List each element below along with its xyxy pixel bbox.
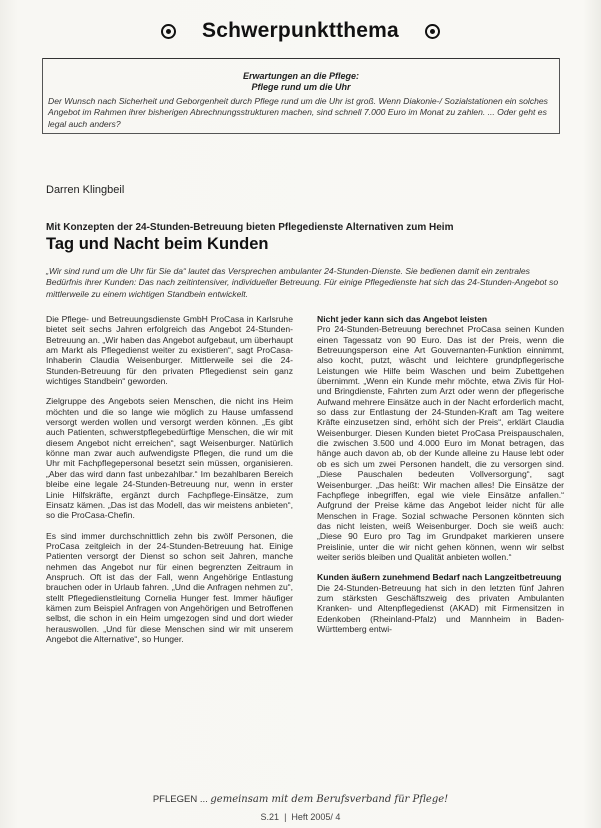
page-reference: S.21 | Heft 2005/ 4 xyxy=(260,812,341,822)
section-header xyxy=(0,14,601,48)
paragraph: Zielgruppe des Angebots seien Menschen, die nicht ins Heim möchten und die so lange wie möglich zu Hause umfassend versorgt werden wollen und versorgt werden können. „Es gibt auch Patienten, schwerstpflegebedürftige Menschen, die wir mit diesem Angebot nicht erreichen“, sagt Weisenburger. Natürlich könne man zwar auch aufwendigste Pflegen, die rund um die Uhr mit Fachpflegepersonal besetzt sein müssen, organisieren. „Aber das wird dann fast unbezahlbar.“ Im bezahlbaren Bereich bleibe eine legale 24-Stunden-Betreuung nur, wenn in erster Linie Hilfskräfte, ergänzt durch Fachpflege-Einsätze, zum Einsatz kämen. „Das ist das Modell, das wir meistens anbieten“, so die ProCasa-Chefin. xyxy=(46,396,293,521)
article-headline: Tag und Nacht beim Kunden xyxy=(46,235,269,253)
section-title: Schwerpunktthema xyxy=(202,19,399,42)
footer-separator: ... xyxy=(199,794,208,805)
article-kicker: Mit Konzepten der 24-Stunden-Betreuung bieten Pflegedienste Alternativen zum Heim xyxy=(46,222,454,233)
issue-label: Heft 2005/ 4 xyxy=(291,812,341,822)
page-footer xyxy=(0,794,601,805)
paragraph: Pro 24-Stunden-Betreuung berechnet ProCasa seinen Kunden einen Tagessatz von 90 Euro. Das ist der Preis, wenn die Betreuungsperson eine Art Gouvernanten-Funktion einnimmt, also kocht, putzt, wäscht und leichtere grundpflegerische Leistungen wie Hilfe beim Waschen und beim Zubettgehen übernimmt. „Wenn ein Kunde mehr möchte, etwa Zivis für Hol- und Bringdienste, Fahrten zum Arzt oder wenn der pflegerische Aufwand mehrere Einsätze auch in der Nacht erforderlich macht, so dass zur Entlastung der 24-Stunden-Kraft am Tag weitere Kräfte einzusetzen sind, erhöht sich der Preis“, erklärt Claudia Weisenburger. Diesen Kunden bietet ProCasa Preispauschalen, die zwischen 3.500 und 4.000 Euro im Monat betragen, das hänge auch davon ab, ob der Kunde alleine zu Hause lebt oder ob es sich um zwei Personen handelt, die zu versorgen sind. „Diese Pauschalen bedeuten Vollversorgung“, sagt Weisenburger. „Das heißt: Wir machen alles! Die Einsätze der Fachpflege inbegriffen, egal wie viele Einsätze anfallen.“ Aufgrund der Preise käme das Angebot leider nicht für alle Menschen in Frage. Sozial schwache Personen könnten sich das nicht leisten, weiß Weisenburger. Doch sie weiß auch: „Diese 90 Euro pro Tag im Grundpaket markieren unsere Preislinie, unter die wir nicht gehen können, wenn wir selbst weiter seriös bleiben und Qualität anbieten wollen.“ xyxy=(317,324,564,562)
subheading: Kunden äußern zunehmend Bedarf nach Langzeitbetreuung xyxy=(317,572,562,583)
bullet-icon-right xyxy=(425,24,440,39)
subheading: Nicht jeder kann sich das Angebot leisten xyxy=(317,314,488,324)
expectations-text: Der Wunsch nach Sicherheit und Geborgenheit durch Pflege rund um die Uhr ist groß. Wenn Diakonie-/ Sozialstationen ein solches Angebot im Rahmen ihrer bisherigen Abrechnungsstrukturen machen, sind schnell 7.000 Euro im Monat zu zahlen. ... Oder geht es legal auch anders? xyxy=(48,96,548,129)
left-column xyxy=(46,314,293,654)
page-number: S.21 xyxy=(260,812,280,822)
right-column xyxy=(317,314,564,644)
paragraph: Die Pflege- und Betreuungsdienste GmbH ProCasa in Karlsruhe bietet seit sechs Jahren erfolgreich das Angebot 24-Stunden-Betreuung an. „Wir haben das Angebot aufgebaut, um überhaupt am Markt als Pflegedienst weiter zu existieren“, sagt ProCasa-Inhaberin Claudia Weisenburger. Mittlerweile sei die 24-Stunden-Betreuung für den privaten Pflegedienst sein ganz wichtiges Standbein“ geworden. xyxy=(46,314,294,387)
footer-slogan: gemeinsam mit dem Berufsverband für Pflege! xyxy=(210,794,449,805)
bullet-icon-left xyxy=(161,24,176,39)
expectations-heading: Erwartungen an die Pflege: xyxy=(242,71,360,81)
footer-prefix: PFLEGEN xyxy=(152,794,198,805)
article-author: Darren Klingbeil xyxy=(46,184,125,196)
expectations-subheading: Pflege rund um die Uhr xyxy=(251,82,351,92)
paragraph: Die 24-Stunden-Betreuung hat sich in den letzten fünf Jahren zum stärksten Geschäftszweig des privaten Ambulanten Kranken- und Altenpflegedienst (AKAD) mit Firmensitzen in Edenkoben (Rheinland-Pfalz) und Mannheim in Baden-Württemberg entwi- xyxy=(317,582,564,634)
article-lead: „Wir sind rund um die Uhr für Sie da“ lautet das Versprechen ambulanter 24-Stunden-Dienste. Sie bedienen damit ein zentrales Bedürfnis ihrer Kunden: Das nach zeitintensiver, individueller Betreuung. Für einige Pflegedienste hat sich das 24-Stunden-Angebot so mittlerweile zu einem wichtigen Standbein entwickelt. xyxy=(46,266,559,299)
paragraph: Es sind immer durchschnittlich zehn bis zwölf Personen, die ProCasa zeitgleich in der 24-Stunden-Betreuung hat. Einige Patienten versorgt der Dienst so schon seit Jahren, manche nehmen das Angebot nur für einen begrenzten Zeitraum in Anspruch. Oft ist das der Fall, wenn Angehörige Entlastung brauchen oder in Urlaub fahren. „Und die Anfragen nehmen zu“, stellt Pflegedienstleitung Cornelia Hunger fest. Immer häufiger kämen zum Beispiel Anfragen von Angehörigen und Betroffenen selbst, die schon in ein Heim umgezogen sind und dort wieder herauswollen. „Und für diese Menschen sind wir mit unserem Angebot die Alternative“, so Hunger. xyxy=(46,530,293,644)
